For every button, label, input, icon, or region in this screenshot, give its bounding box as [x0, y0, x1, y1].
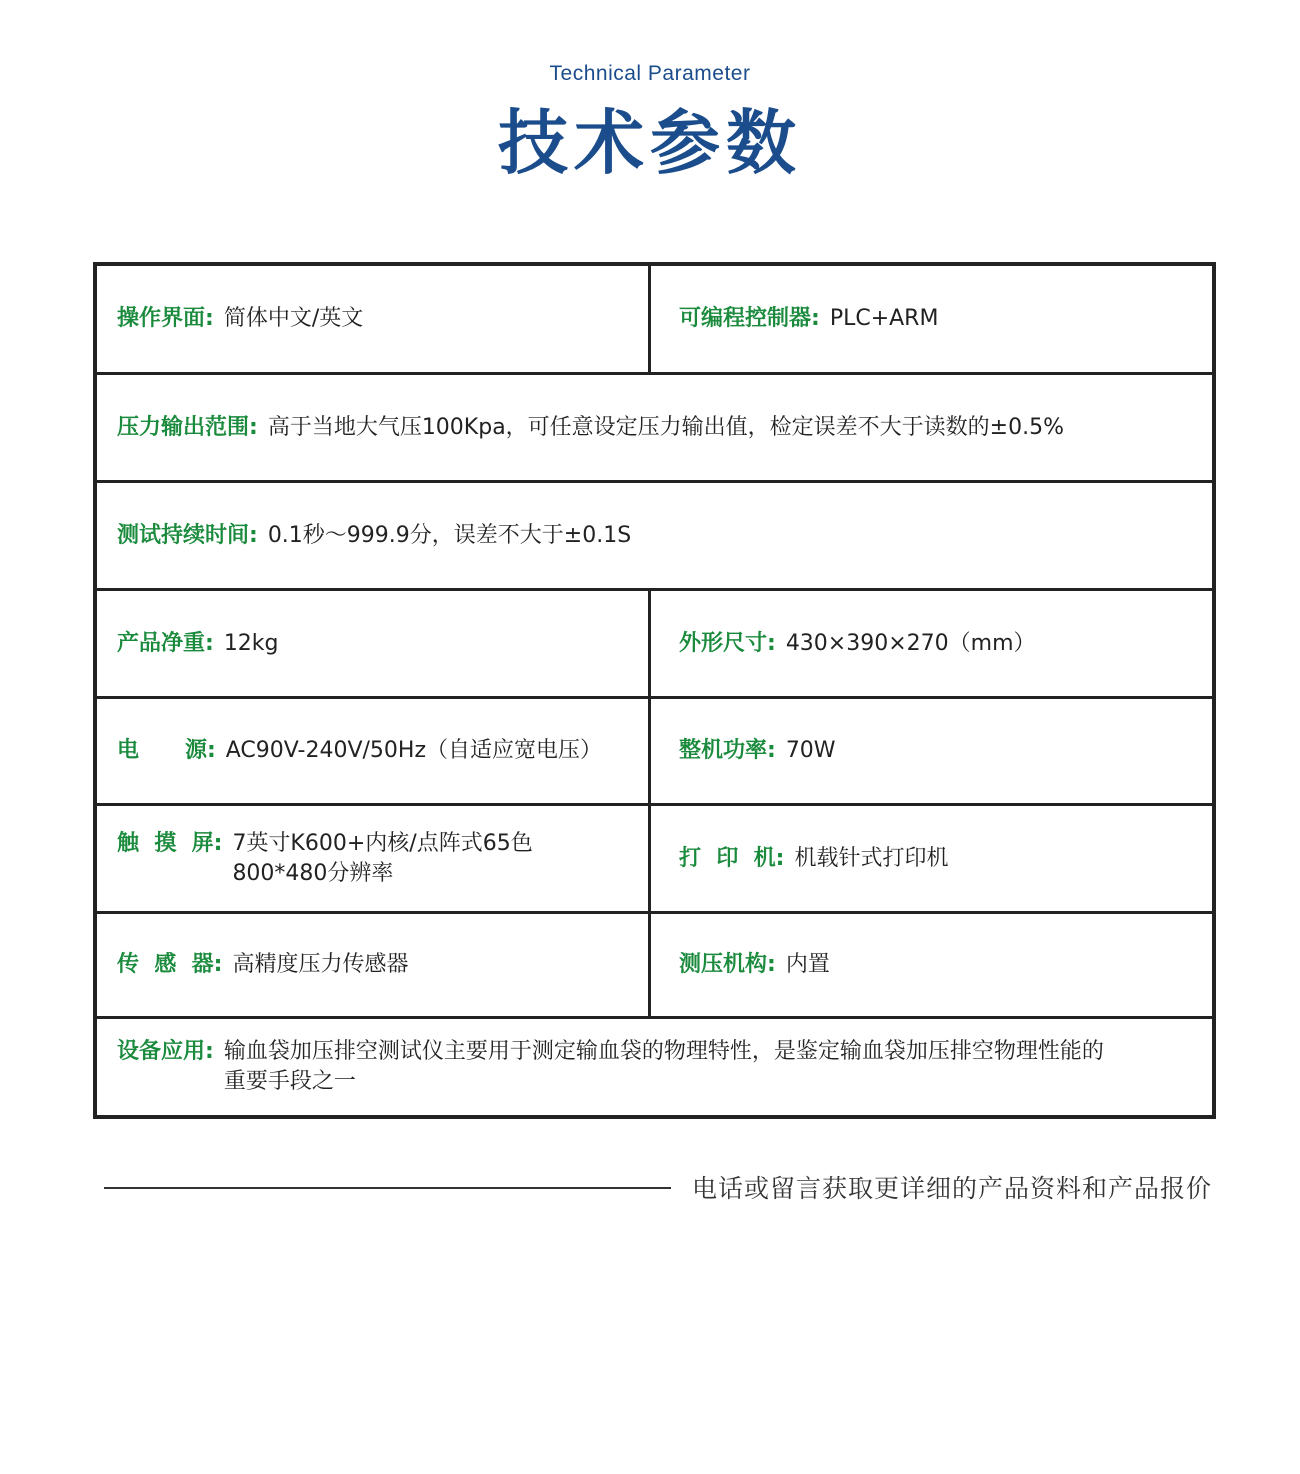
param-pressure-range — [117, 413, 1064, 443]
param-label: 测压机构: — [679, 952, 776, 977]
param-printer — [679, 844, 948, 874]
param-pressure-mechanism — [679, 950, 830, 980]
param-value: 机载针式打印机 — [794, 845, 949, 871]
table-row — [97, 699, 1212, 806]
param-label: 测试持续时间: — [117, 522, 258, 548]
param-test-duration — [117, 521, 631, 551]
table-row — [97, 375, 1212, 483]
table-row — [97, 266, 1212, 375]
param-value: 70W — [785, 738, 836, 763]
param-controller — [679, 304, 938, 334]
section-subtitle: Technical Parameter — [549, 62, 751, 85]
param-sensor — [117, 950, 408, 980]
param-label: 可编程控制器: — [679, 306, 820, 331]
param-power-supply — [117, 736, 602, 766]
table-cell — [97, 483, 1212, 588]
param-value: 12kg — [223, 630, 279, 656]
param-value: PLC+ARM — [829, 306, 939, 331]
param-dimensions — [679, 629, 1036, 659]
table-row — [97, 591, 1212, 699]
param-net-weight — [117, 629, 279, 659]
param-value: 简体中文/英文 — [223, 306, 364, 331]
param-label: 外形尺寸: — [679, 630, 776, 656]
table-cell — [97, 914, 651, 1016]
table-cell — [97, 699, 651, 803]
table-cell — [651, 806, 1212, 911]
table-cell — [97, 1019, 1212, 1115]
param-label: 打 印 机: — [679, 845, 785, 871]
param-label: 产品净重: — [117, 630, 214, 656]
param-value: 高于当地大气压100Kpa，可任意设定压力输出值，检定误差不大于读数的±0.5% — [267, 414, 1065, 440]
param-value — [222, 829, 532, 889]
param-value-line: 重要手段之一 — [223, 1069, 356, 1094]
table-cell — [97, 375, 1212, 480]
table-cell — [97, 591, 651, 696]
param-value: 内置 — [785, 952, 830, 977]
contact-prompt: 电话或留言获取更详细的产品资料和产品报价 — [692, 1174, 1213, 1203]
param-value-line: 输血袋加压排空测试仪主要用于测定输血袋的物理特性，是鉴定输血袋加压排空物理性能的 — [223, 1039, 1104, 1064]
table-row — [97, 483, 1212, 591]
param-label: 触 摸 屏: — [117, 830, 223, 856]
table-cell — [97, 806, 651, 911]
param-label: 电 源: — [117, 738, 216, 763]
param-label: 传 感 器: — [117, 952, 223, 977]
table-row — [97, 1019, 1212, 1115]
param-value: 430×390×270（mm） — [785, 630, 1036, 656]
table-cell — [651, 914, 1212, 1016]
table-cell — [651, 699, 1212, 803]
table-cell — [651, 266, 1212, 372]
param-value: 高精度压力传感器 — [232, 952, 409, 977]
param-touchscreen — [117, 829, 533, 889]
param-application — [117, 1037, 1104, 1097]
table-row — [97, 806, 1212, 914]
table-cell — [97, 266, 651, 372]
param-power-rating — [679, 736, 836, 766]
param-value — [214, 1037, 1104, 1097]
param-label: 压力输出范围: — [117, 414, 258, 440]
param-operation-ui — [117, 304, 363, 334]
section-title: 技术参数 — [498, 102, 802, 184]
param-value: AC90V-240V/50Hz（自适应宽电压） — [225, 738, 603, 763]
param-value-line: 7英寸K600+内核/点阵式65色 — [232, 830, 533, 856]
footer-divider — [104, 1187, 671, 1189]
table-cell — [651, 591, 1212, 696]
param-value: 0.1秒～999.9分，误差不大于±0.1S — [267, 522, 632, 548]
param-label: 设备应用: — [117, 1039, 214, 1064]
param-label: 整机功率: — [679, 738, 776, 763]
parameter-table — [93, 262, 1216, 1119]
table-row — [97, 914, 1212, 1019]
param-value-line: 800*480分辨率 — [232, 860, 394, 886]
param-label: 操作界面: — [117, 306, 214, 331]
